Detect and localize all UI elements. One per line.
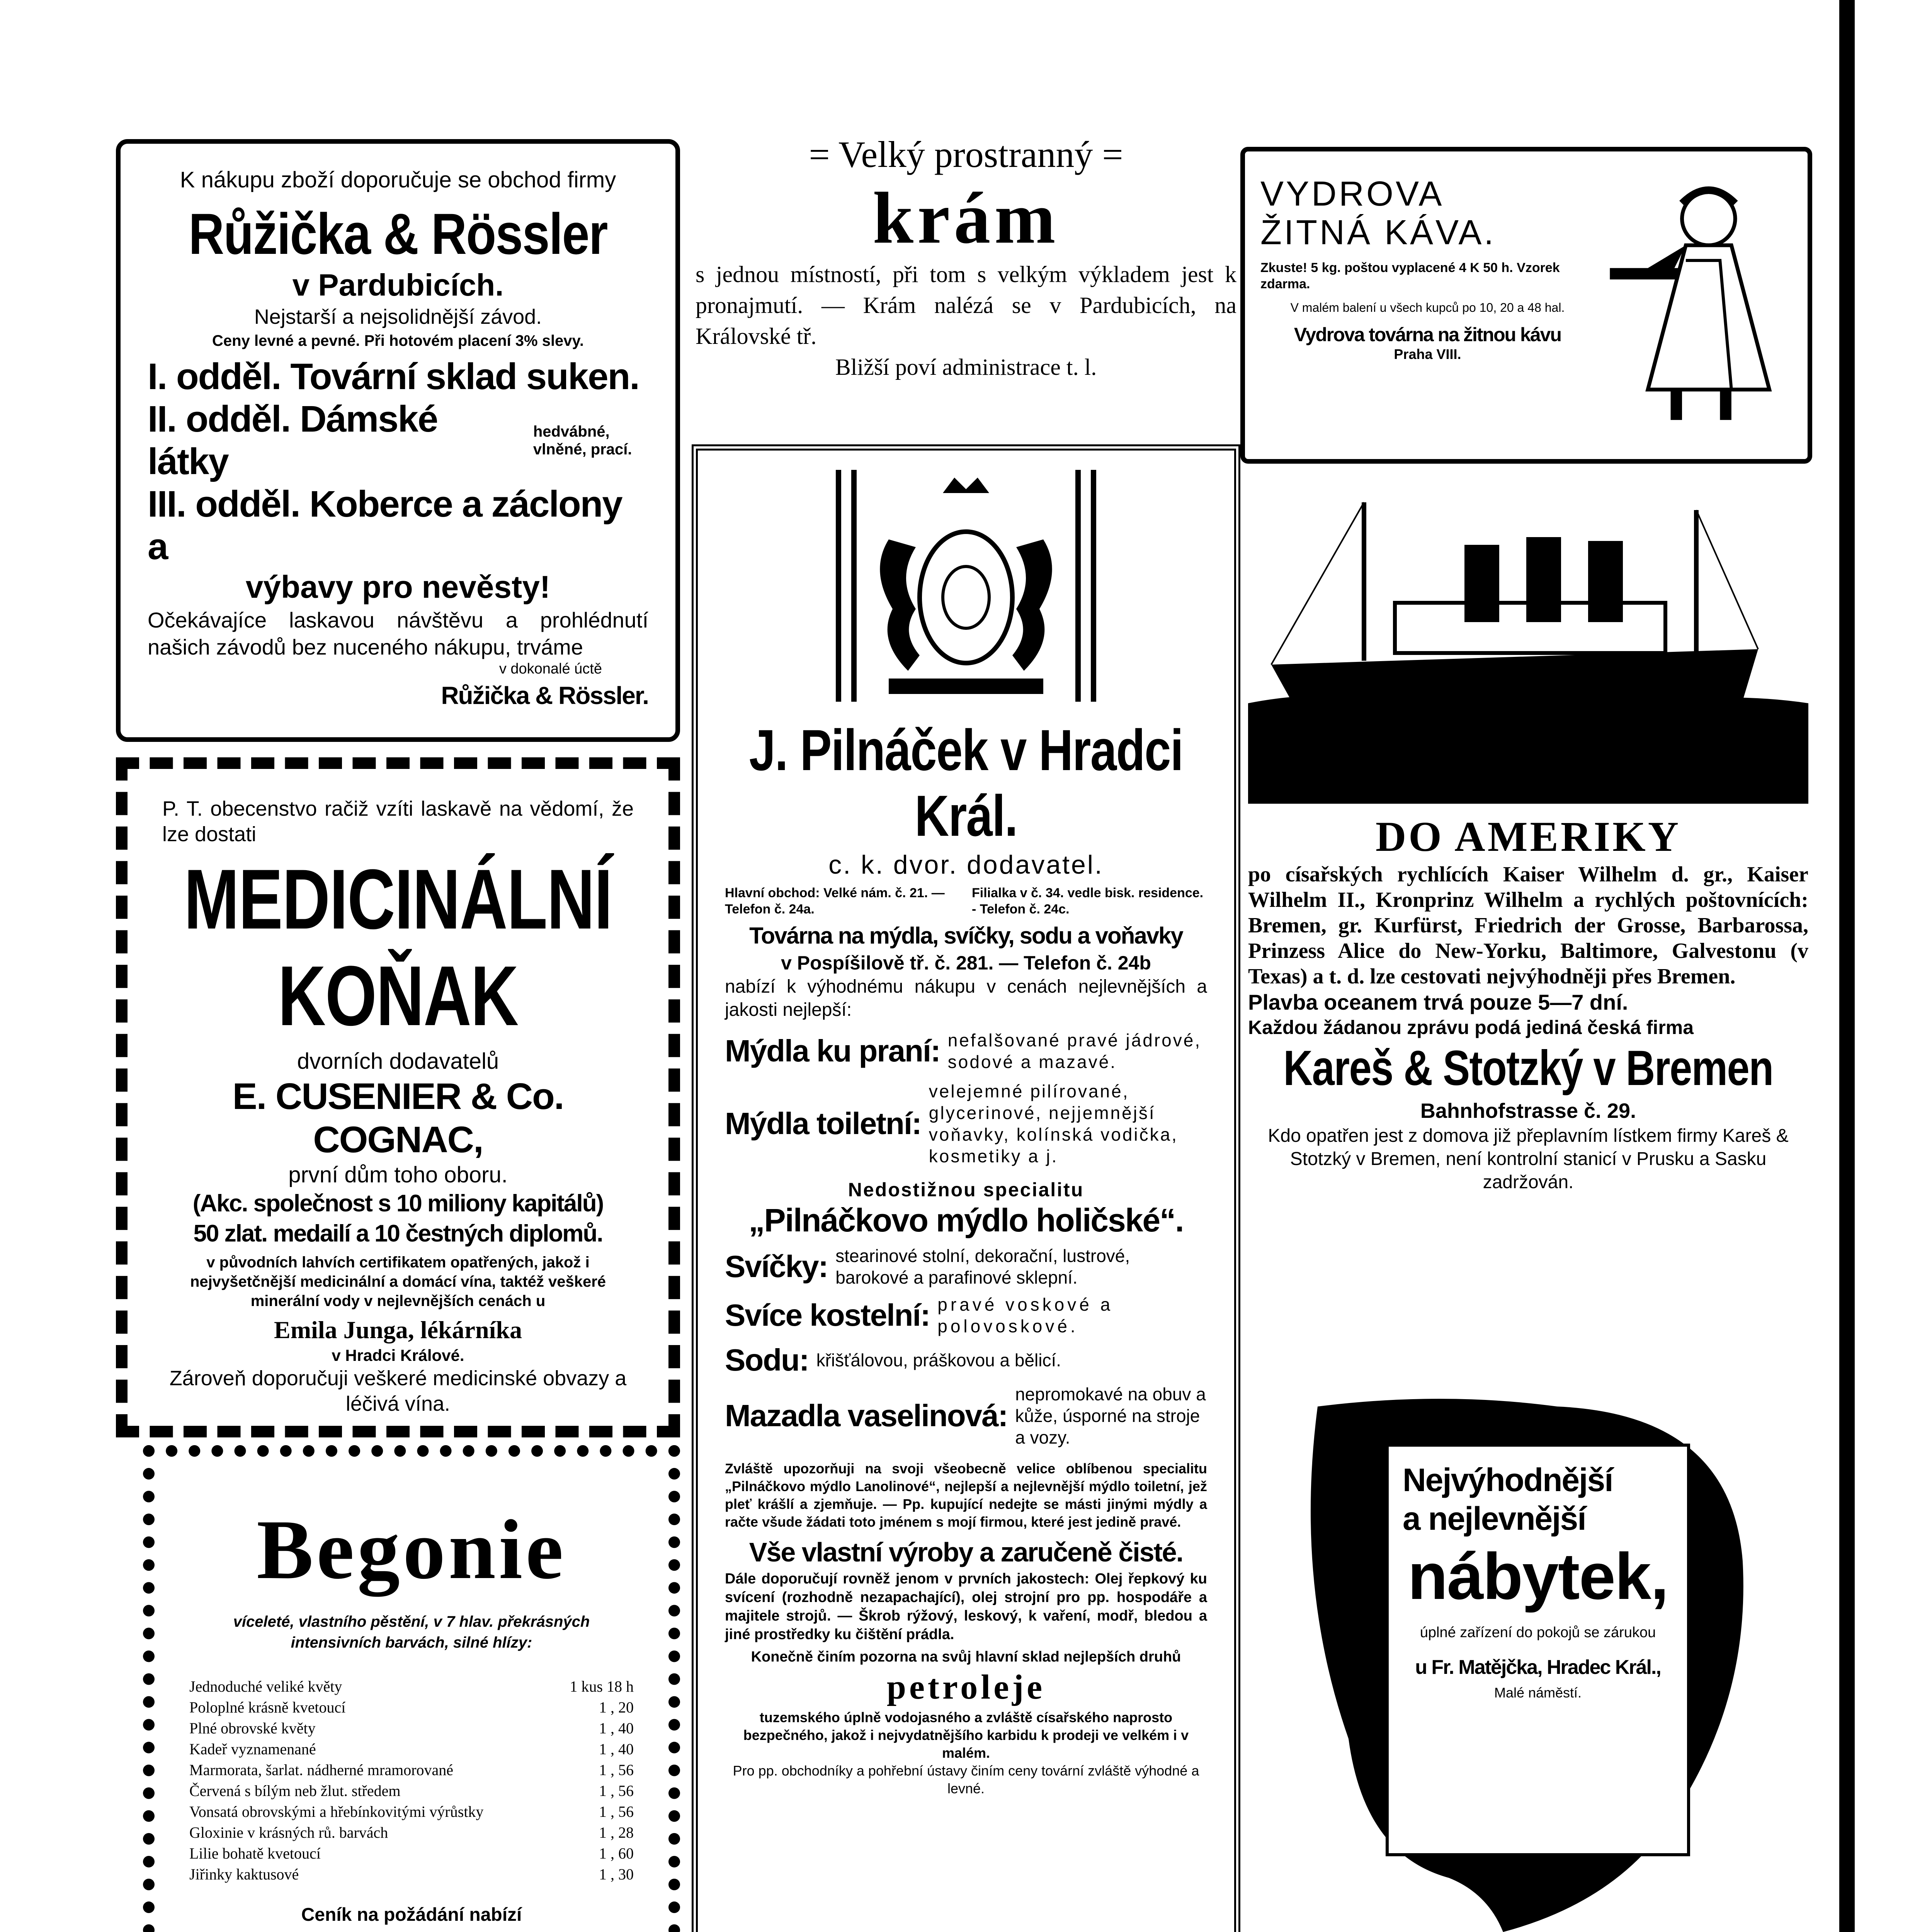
ad-seller: u Fr. Matějčka, Hradec Král., (1415, 1656, 1661, 1679)
price-unit: kus (581, 1678, 603, 1695)
product-name: Mýdla ku praní: (725, 1034, 940, 1068)
price-row (189, 1718, 634, 1739)
neighbor-page (1855, 0, 1932, 1932)
price-value: 56 (618, 1782, 634, 1799)
ad-intro: K nákupu zboží doporučuje se obchod firmy (180, 167, 616, 192)
ad-intro: P. T. obecenstvo račiž vzíti laskavě na vědomí, že lze dostati (162, 797, 634, 846)
ad-word: krám (872, 178, 1060, 259)
ad-title: DO AMERIKY (1375, 813, 1681, 860)
product-row (725, 1383, 1207, 1448)
price-row (189, 1864, 634, 1885)
ad-body: v původních lahvích certifikatem opatřených, jakož i nejvyšetčnější medicinální a domácí vína, taktéž veškeré minerální vody v nejlevnějších cenách u (190, 1254, 606, 1310)
price-unit: , (611, 1782, 614, 1799)
price-unit: , (611, 1699, 614, 1716)
product-name: Svíčky: (725, 1249, 828, 1284)
ad-ruzicka-rossler (116, 139, 680, 742)
price-qty: 1 (599, 1719, 607, 1737)
steamship-icon (1248, 487, 1808, 804)
ad-body: úplné zařízení do pokojů se zárukou (1420, 1624, 1656, 1641)
price-item: Kadeř vyznamenané (189, 1740, 316, 1758)
ad-begonie (143, 1445, 680, 1932)
price-value: 40 (618, 1740, 634, 1758)
coat-of-arms (725, 470, 1207, 717)
product-name: Svíce kostelní: (725, 1298, 930, 1332)
ad-lanolin: Zvláště upozorňuji na svoji všeobecně velice oblíbenou specialitu „Pilnáčkovo mýdlo Lanolinové“, nejlepší a nejlevnější mýdlo toiletní, jež pleť krášlí a zjemňuje. — Pp. kupující nedejte se másti jinými mýdly a račte všude žádati toto jménem s mojí firmou, které jest jedině pravé. (725, 1461, 1207, 1530)
product-desc: stearinové stolní, dekorační, lustrové, barokové a parafinové sklepní. (835, 1246, 1130, 1287)
ad-factory: Vydrova továrna na žitnou kávu (1294, 324, 1561, 345)
product-row (725, 1080, 1207, 1167)
ad-court: c. k. dvor. dodavatel. (828, 850, 1104, 879)
ad-prices: Ceny levné a pevné. Při hotovém placení 3% slevy. (212, 332, 584, 349)
ad-closing: Očekávajíce laskavou návštěvu a prohlédnutí našich závodů bez nuceného nákupu, trváme (148, 608, 648, 659)
ad-dowry: výbavy pro nevěsty! (245, 570, 551, 605)
ad-title-2: ŽITNÁ KÁVA. (1260, 213, 1496, 252)
product-desc: křišťálovou, práškovou a bělicí. (816, 1350, 1061, 1370)
ad-street: Bahnhofstrasse č. 29. (1420, 1099, 1636, 1122)
ad-own: Vše vlastní výroby a zaručeně čisté. (749, 1537, 1183, 1567)
ad-closing: Zároveň doporučuji veškeré medicinské obvazy a léčivá vína. (169, 1367, 627, 1415)
price-item: Plné obrovské květy (189, 1719, 316, 1737)
price-value: 56 (618, 1803, 634, 1820)
ad-headline: = Velký prostranný = (809, 134, 1123, 175)
ad-dept-1: I. odděl. Tovární sklad suken. (148, 356, 639, 397)
ad-small: V malém balení u všech kupců po 10, 20 a 48 hal. (1290, 301, 1565, 315)
price-item: Vonsatá obrovskými a hřebínkovitými výrůstky (189, 1803, 484, 1820)
ad-medals: 50 zlat. medailí a 10 čestných diplomů. (193, 1220, 603, 1247)
price-qty: 1 (599, 1699, 607, 1716)
ad-firm: E. CUSENIER & Co. COGNAC, (232, 1076, 564, 1160)
price-unit: , (611, 1845, 614, 1862)
price-item: Červená s bílým neb žlut. středem (189, 1782, 401, 1799)
ad-offers: nabízí k výhodnému nákupu v cenách nejlevnějších a jakosti nejlepší: (725, 976, 1207, 1020)
ad-vydrova (1240, 147, 1812, 464)
price-unit: , (611, 1761, 614, 1779)
ad-sub: víceleté, vlastního pěstění, v 7 hlav. překrásných intensivních barvách, silné hlízy: (233, 1613, 590, 1651)
ad-further: Dále doporučují rovněž jenom v prvních jakostech: Olej řepkový ku svícení (rozhodně nezapachající), olej strojní pro pp. hospodáře a majitele strojů. — Škrob rýžový, leskový, k vaření, modř, bledou a jiné prostředky ku čištění prádla. (725, 1571, 1207, 1643)
girl-with-tray-icon (1595, 175, 1792, 437)
ad-branch: Filialka v č. 34. vedle bisk. residence. - Telefon č. 24c. (972, 886, 1204, 917)
ad-kram (696, 131, 1236, 425)
ad-body: s jednou místností, při tom s velkým výkladem jest k pronajmutí. — Krám nalézá se v Pardubicích, na Královské tř. (696, 262, 1236, 349)
product-row (725, 1245, 1207, 1288)
ornament-border-icon (1855, 0, 1932, 1507)
price-row (189, 1822, 634, 1843)
price-qty: 1 (599, 1866, 607, 1883)
price-item: Jednoduché veliké květy (189, 1678, 342, 1695)
ad-seller-city: v Hradci Králové. (332, 1346, 464, 1364)
price-unit: , (611, 1803, 614, 1820)
ad-place: Praha VIII. (1394, 346, 1461, 362)
price-qty: 1 (599, 1803, 607, 1820)
ad-pricelist: Ceník na požádání nabízí (301, 1905, 522, 1925)
price-value: 20 (618, 1699, 634, 1716)
price-qty: 1 (599, 1782, 607, 1799)
product-desc: pravé voskové a polovoskové. (937, 1294, 1114, 1336)
product-name: Sodu: (725, 1343, 809, 1377)
ad-seller: Emila Junga, lékárníka (274, 1316, 522, 1344)
price-qty: 1 (599, 1824, 607, 1841)
ad-place: Malé náměstí. (1494, 1685, 1582, 1701)
price-row (189, 1781, 634, 1801)
ad-name: J. Pilnáček v Hradci Král. (749, 718, 1183, 848)
ad-title-2: a nejlevnější (1403, 1500, 1586, 1537)
ad-nabytek (1287, 1391, 1774, 1932)
price-row (189, 1697, 634, 1718)
price-value: 40 (618, 1719, 634, 1737)
price-item: Gloxinie v krásných rů. barvách (189, 1824, 388, 1841)
ad-dept-3: III. odděl. Koberce a záclony a (148, 483, 622, 567)
price-row (189, 1739, 634, 1760)
ad-firm: Růžička & Rössler (189, 201, 607, 266)
price-unit: , (611, 1824, 614, 1841)
price-qty: 1 (599, 1740, 607, 1758)
price-qty: 1 (570, 1678, 578, 1695)
product-desc: nefalšované pravé jádrové, sodové a mazavé. (947, 1030, 1202, 1072)
ad-info: Každou žádanou zprávu podá jediná česká firma (1248, 1017, 1694, 1038)
coat-of-arms-icon (831, 470, 1101, 717)
price-value: 18 (607, 1678, 622, 1695)
ad-attention: Konečně činím pozorna na svůj hlavní sklad nejlepších druhů (751, 1649, 1181, 1665)
price-row (189, 1676, 634, 1697)
price-row (189, 1843, 634, 1864)
page-gutter-rule (1839, 0, 1855, 1932)
price-value: 60 (618, 1845, 634, 1862)
price-unit: , (611, 1866, 614, 1883)
product-row (725, 1342, 1207, 1378)
ad-city: v Pardubicích. (292, 268, 504, 302)
ad-voyage: Plavba oceanem trvá pouze 5—7 dní. (1248, 990, 1628, 1014)
price-item: Poloplné krásně kvetoucí (189, 1699, 346, 1716)
price-row (189, 1801, 634, 1822)
ad-akc: (Akc. společnost s 10 miliony kapitálů) (192, 1190, 604, 1217)
ad-admin: Bližší poví administrace t. l. (835, 354, 1097, 380)
price-qty: 1 (599, 1845, 607, 1862)
product-desc: velejemné pilírované, glycerinové, nejjemnější voňavky, kolínská vodička, kosmetiky a j. (929, 1081, 1178, 1166)
ad-court: dvorních dodavatelů (297, 1049, 499, 1074)
ad-dept-2-note: hedvábné, vlněné, prací. (533, 423, 632, 458)
ad-pilnacek (692, 444, 1240, 1932)
ad-regards: v dokonalé úctě (499, 661, 602, 677)
price-item: Marmorata, šarlat. nádherné mramorované (189, 1761, 454, 1779)
price-unit: , (611, 1719, 614, 1737)
price-value: 30 (618, 1866, 634, 1883)
ad-try: Zkuste! 5 kg. poštou vyplacené 4 K 50 h. Vzorek zdarma. (1260, 260, 1560, 291)
ad-sign: Růžička & Rössler. (441, 682, 648, 709)
ad-specialty: „Pilnáčkovo mýdlo holičské“. (748, 1202, 1184, 1238)
price-value: 28 (618, 1824, 634, 1841)
ad-petrol-note: Pro pp. obchodníky a pohřební ústavy činím ceny tovární zvláště výhodné a levné. (733, 1763, 1199, 1796)
ad-konak (116, 757, 680, 1437)
price-item: Lilie bohatě kvetoucí (189, 1845, 321, 1862)
ad-petrol-body: tuzemského úplně vodojasného a zvláště císařského naprosto bezpečného, jakož i nejvydatnějšího karbidu k prodeji ve velkém i v malém. (743, 1709, 1189, 1761)
price-row (189, 1760, 634, 1781)
ad-specialty-head: Nedostižnou specialitu (848, 1179, 1084, 1201)
ad-amerika (1248, 487, 1808, 1372)
ad-footer: Kdo opatřen jest z domova již přeplavním lístkem firmy Kareš & Stotzký v Bremen, není kontrolní stanicí v Prusku a Sasku zadržován. (1268, 1126, 1789, 1192)
ad-oldest: Nejstarší a nejsolidnější závod. (254, 305, 542, 328)
product-name: Mazadla vaselinová: (725, 1398, 1008, 1433)
ad-petrol: petroleje (886, 1668, 1046, 1706)
price-unit: , (611, 1740, 614, 1758)
ad-title-1: VYDROVA (1260, 175, 1444, 213)
price-item: Jiřinky kaktusové (189, 1866, 299, 1883)
price-value: 56 (618, 1761, 634, 1779)
ad-factory-addr: v Pospíšilově tř. č. 281. — Telefon č. 24b (781, 952, 1151, 974)
product-name: Mýdla toiletní: (725, 1106, 921, 1141)
ad-dept-2: II. odděl. Dámské látky (148, 398, 438, 482)
ad-hq: Hlavní obchod: Velké nám. č. 21. — Telefon č. 24a. (725, 886, 945, 917)
ad-factory: Továrna na mýdla, svíčky, sodu a voňavky (749, 923, 1183, 949)
ad-firm: Kareš & Stotzký v Bremen (1283, 1041, 1773, 1096)
ad-title-1: Nejvýhodnější (1403, 1462, 1613, 1498)
ad-first: první dům toho oboru. (288, 1162, 508, 1187)
price-hal: h (626, 1678, 634, 1695)
ad-title: MEDICINÁLNÍ KOŇAK (184, 852, 612, 1043)
product-desc: nepromokavé na obuv a kůže, úsporné na stroje a vozy. (1015, 1384, 1206, 1447)
product-row (725, 1029, 1207, 1073)
ad-title: Begonie (257, 1502, 566, 1597)
ad-body: po císařských rychlících Kaiser Wilhelm d. gr., Kaiser Wilhelm II., Kronprinz Wilhelm a rychlých poštovnících: Bremen, gr. Kurfürst, Friedrich der Grosse, Barbarossa, Prinzess Alice do New-Yorku, Baltimore, Galvestonu (v Texas) a t. d. lze cestovati nejvýhodněji přes Bremen. (1248, 862, 1808, 988)
price-qty: 1 (599, 1761, 607, 1779)
ad-title-3: nábytek, (1408, 1540, 1668, 1613)
price-table (189, 1676, 634, 1885)
product-row (725, 1294, 1207, 1337)
